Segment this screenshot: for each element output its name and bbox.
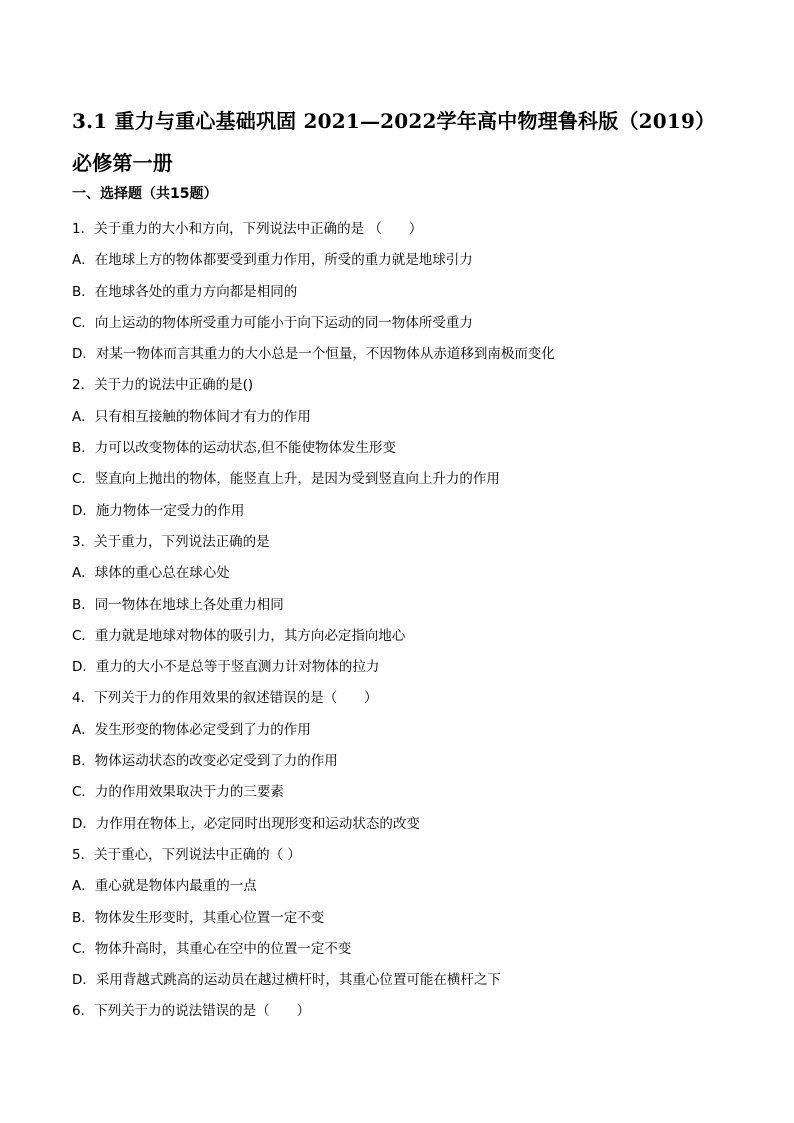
option-a: A．在地球上方的物体都要受到重力作用，所受的重力就是地球引力: [72, 252, 473, 269]
option-d: D．重力的大小不是总等于竖直测力计对物体的拉力: [72, 659, 380, 676]
section-heading: 一、选择题（共15题）: [72, 186, 218, 202]
question-list: [72, 214, 732, 1028]
question-stem: 2．关于力的说法中正确的是(): [72, 377, 254, 394]
option-d: D．采用背越式跳高的运动员在越过横杆时，其重心位置可能在横杆之下: [72, 972, 501, 989]
question-3: [72, 527, 732, 683]
option-b: B．物体发生形变时，其重心位置一定不变: [72, 909, 325, 926]
option-a: A．只有相互接触的物体间才有力的作用: [72, 408, 311, 425]
question-stem: 3．关于重力，下列说法正确的是: [72, 533, 270, 550]
question-stem: 6．下列关于力的说法错误的是（ ）: [72, 1003, 311, 1020]
option-a: A．重心就是物体内最重的一点: [72, 878, 257, 895]
option-d: D．施力物体一定受力的作用: [72, 502, 245, 519]
option-b: B．在地球各处的重力方向都是相同的: [72, 283, 298, 300]
option-a: A．发生形变的物体必定受到了力的作用: [72, 721, 311, 738]
option-a: A．球体的重心总在球心处: [72, 565, 230, 582]
option-b: B．物体运动状态的改变必定受到了力的作用: [72, 753, 338, 770]
question-stem: 1．关于重力的大小和方向，下列说法中正确的是 （ ）: [72, 221, 423, 237]
option-c: C．物体升高时，其重心在空中的位置一定不变: [72, 940, 352, 957]
option-c: C．重力就是地球对物体的吸引力，其方向必定指向地心: [72, 627, 406, 644]
option-c: C．向上运动的物体所受重力可能小于向下运动的同一物体所受重力: [72, 314, 473, 331]
question-2: [72, 370, 732, 526]
question-1: [72, 214, 732, 370]
option-c: C．力的作用效果取决于力的三要素: [72, 784, 284, 801]
option-c: C．竖直向上抛出的物体，能竖直上升，是因为受到竖直向上升力的作用: [72, 471, 500, 488]
option-b: B．同一物体在地球上各处重力相同: [72, 596, 284, 613]
option-b: B．力可以改变物体的运动状态,但不能使物体发生形变: [72, 440, 397, 457]
question-6: [72, 996, 732, 1027]
document-title: 3.1 重力与重心基础巩固 2021—2022学年高中物理鲁科版（2019）必修第一册: [72, 109, 716, 175]
option-d: D．力作用在物体上，必定同时出现形变和运动状态的改变: [72, 815, 420, 832]
question-5: [72, 840, 732, 996]
question-4: [72, 683, 732, 839]
question-stem: 5．关于重心，下列说法中正确的（ ）: [72, 846, 301, 863]
question-stem: 4．下列关于力的作用效果的叙述错误的是（ ）: [72, 690, 378, 707]
option-d: D．对某一物体而言其重力的大小总是一个恒量，不因物体从赤道移到南极而变化: [72, 346, 555, 363]
